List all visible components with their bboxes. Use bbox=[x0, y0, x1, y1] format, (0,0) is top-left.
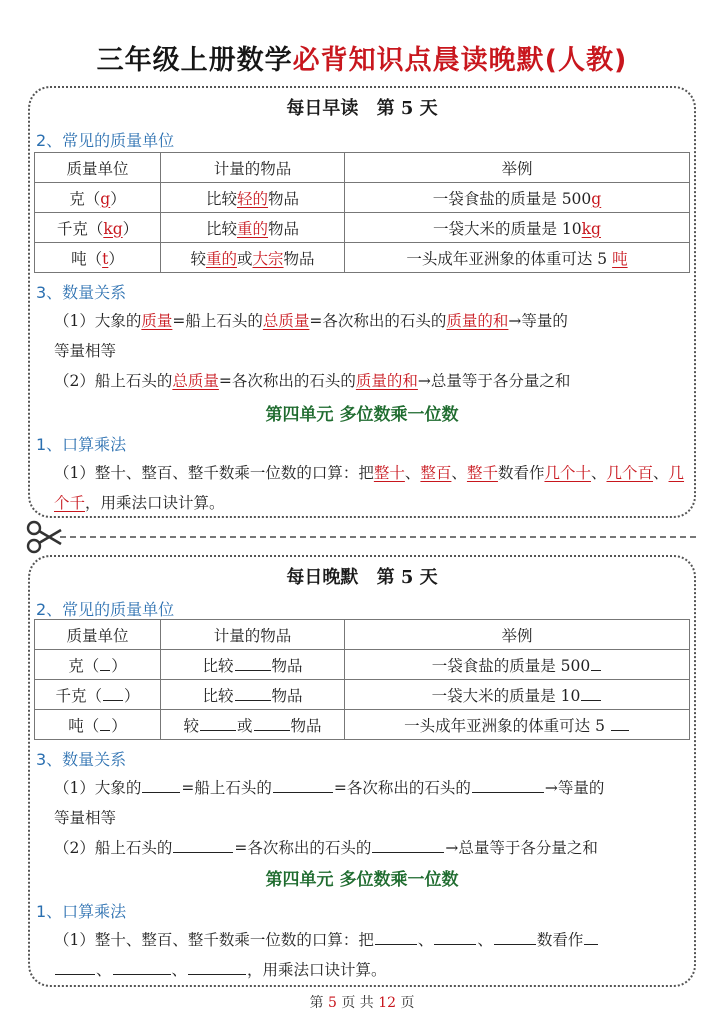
cut-line bbox=[60, 536, 696, 538]
example-cell: 一袋食盐的质量是 500g bbox=[345, 183, 690, 213]
morning-relation-1: （1）大象的质量=船上石头的总质量=各次称出的石头的质量的和→等量的 bbox=[54, 312, 568, 330]
morning-relation-1-cont: 等量相等 bbox=[54, 342, 117, 360]
table-header-cell: 质量单位 bbox=[35, 620, 161, 650]
example-cell: 一袋食盐的质量是 500 bbox=[345, 650, 690, 680]
evening-heading-label: 每日晚默 bbox=[286, 567, 359, 588]
fill-blank[interactable] bbox=[103, 683, 123, 701]
fill-blank[interactable] bbox=[434, 927, 476, 945]
page-total: 12 bbox=[378, 995, 397, 1011]
fill-blank[interactable] bbox=[188, 957, 246, 975]
example-cell: 一袋大米的质量是 10kg bbox=[345, 213, 690, 243]
fill-blank[interactable] bbox=[591, 653, 601, 671]
evening-unit-title: 第四单元 多位数乘一位数 bbox=[265, 870, 459, 890]
table-row bbox=[35, 680, 690, 710]
fill-blank[interactable] bbox=[472, 775, 544, 793]
morning-calc-rule: （1）整十、整百、整千数乘一位数的口算：把整十、整百、整千数看作几个十、几个百、几个千，用乘法口诀计算。 bbox=[54, 464, 685, 512]
page-number: 5 bbox=[327, 995, 337, 1011]
example-cell: 一头成年亚洲象的体重可达 5 bbox=[345, 710, 690, 740]
table-header-cell: 计量的物品 bbox=[161, 620, 345, 650]
unit-cell: 吨（ ） bbox=[35, 710, 161, 740]
evening-heading bbox=[30, 563, 694, 589]
fill-blank[interactable] bbox=[55, 957, 95, 975]
evening-calc-rule: （1）整十、整百、整千数乘一位数的口算：把 、 、 数看作 、 、 ，用乘法口诀计算。 bbox=[54, 925, 694, 985]
table-row bbox=[35, 213, 690, 243]
unit-cell: 千克（ ） bbox=[35, 680, 161, 710]
table-row bbox=[35, 650, 690, 680]
morning-section2-title: 2、常见的质量单位 bbox=[36, 131, 175, 150]
unit-cell: 克（ ） bbox=[35, 650, 161, 680]
fill-blank[interactable] bbox=[100, 653, 110, 671]
unit-cell: 吨（t） bbox=[35, 243, 161, 273]
fill-blank[interactable] bbox=[142, 775, 180, 793]
table-row bbox=[35, 243, 690, 273]
page-footer: 第 5 页 共 12 页 bbox=[309, 995, 415, 1011]
morning-section3-title: 3、数量关系 bbox=[36, 283, 127, 302]
evening-section1-title: 1、口算乘法 bbox=[36, 902, 127, 921]
example-cell: 一头成年亚洲象的体重可达 5 吨 bbox=[345, 243, 690, 273]
evening-section3-title: 3、数量关系 bbox=[36, 750, 127, 769]
evening-relation-2: （2）船上石头的 =各次称出的石头的 →总量等于各分量之和 bbox=[54, 833, 694, 863]
fill-blank[interactable] bbox=[584, 927, 598, 945]
fill-blank[interactable] bbox=[611, 713, 629, 731]
morning-reading-box bbox=[28, 86, 696, 518]
fill-blank[interactable] bbox=[235, 683, 271, 701]
table-header-cell: 举例 bbox=[345, 153, 690, 183]
table-row bbox=[35, 710, 690, 740]
item-cell: 较重的或大宗物品 bbox=[161, 243, 345, 273]
morning-mass-table bbox=[34, 152, 690, 273]
scissors-icon bbox=[26, 520, 62, 554]
table-header-cell: 质量单位 bbox=[35, 153, 161, 183]
morning-day-label: 第 5 天 bbox=[376, 98, 438, 119]
fill-blank[interactable] bbox=[113, 957, 171, 975]
item-cell: 比较 物品 bbox=[161, 680, 345, 710]
morning-heading-label: 每日早读 bbox=[286, 98, 359, 119]
fill-blank[interactable] bbox=[494, 927, 536, 945]
fill-blank[interactable] bbox=[372, 835, 444, 853]
morning-section1-title: 1、口算乘法 bbox=[36, 435, 127, 454]
evening-relation-1-cont: 等量相等 bbox=[54, 809, 117, 827]
item-cell: 较 或 物品 bbox=[161, 710, 345, 740]
item-cell: 比较轻的物品 bbox=[161, 183, 345, 213]
evening-mass-table bbox=[34, 619, 690, 740]
morning-relation-2: （2）船上石头的总质量=各次称出的石头的质量的和→总量等于各分量之和 bbox=[54, 372, 571, 390]
fill-blank[interactable] bbox=[100, 713, 110, 731]
title-part1: 三年级上册数学 bbox=[96, 45, 293, 76]
fill-blank[interactable] bbox=[375, 927, 417, 945]
evening-dictation-box bbox=[28, 555, 696, 987]
morning-unit-title: 第四单元 多位数乘一位数 bbox=[265, 405, 459, 425]
table-row bbox=[35, 183, 690, 213]
table-header-row bbox=[35, 620, 690, 650]
table-header-cell: 举例 bbox=[345, 620, 690, 650]
example-cell: 一袋大米的质量是 10 bbox=[345, 680, 690, 710]
morning-heading bbox=[30, 94, 694, 120]
fill-blank[interactable] bbox=[581, 683, 601, 701]
page-title bbox=[0, 38, 724, 77]
title-part2: 必背知识点晨读晚默(人教) bbox=[292, 45, 628, 76]
fill-blank[interactable] bbox=[273, 775, 333, 793]
item-cell: 比较重的物品 bbox=[161, 213, 345, 243]
fill-blank[interactable] bbox=[235, 653, 271, 671]
table-header-cell: 计量的物品 bbox=[161, 153, 345, 183]
unit-cell: 克（g） bbox=[35, 183, 161, 213]
fill-blank[interactable] bbox=[254, 713, 290, 731]
unit-cell: 千克（kg） bbox=[35, 213, 161, 243]
evening-day-label: 第 5 天 bbox=[376, 567, 438, 588]
fill-blank[interactable] bbox=[173, 835, 233, 853]
evening-relation-1: （1）大象的 =船上石头的 =各次称出的石头的 →等量的 bbox=[54, 773, 694, 803]
table-header-row bbox=[35, 153, 690, 183]
evening-section2-title: 2、常见的质量单位 bbox=[36, 600, 175, 619]
item-cell: 比较 物品 bbox=[161, 650, 345, 680]
fill-blank[interactable] bbox=[200, 713, 236, 731]
